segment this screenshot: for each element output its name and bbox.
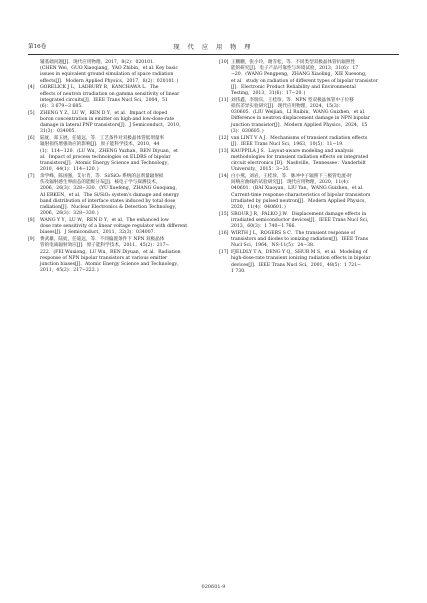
reference-line: 2011，45(2)：217−222．) [40,268,99,274]
reference-entry [28,60,208,85]
reference-text [231,149,399,174]
reference-line: 间响应曲线的试验研究[J]．现代应用物理，2020，11(4)： [231,180,353,186]
reference-line: van LINT V A J．Mechanisms of transient radiation effects [231,135,368,141]
reference-text [40,136,208,173]
reference-line: 1 730． [231,268,249,274]
reference-entry [28,85,208,110]
reference-line: Current-time response characteristics of bipolar transistors [231,192,371,198]
reference-line: 222．(FEI Wuxiong，LU Wu，REN Diyuan，et al．Radiation [40,249,181,255]
reference-line: effects[J]．Modern Applied Physics，2017，8(2)：020101．) [40,78,179,84]
reference-list [28,60,399,276]
reference-text [231,136,399,148]
reference-text [231,98,399,135]
reference-line: 030605．(LIU Weijian，LI Ruibin，WANG Guizhen，et al． [231,110,369,116]
reference-line: WANG Y Y，LU W，REN D Y，et al．The enhanced low [40,218,169,224]
reference-line: 辅基础问题[J]．现代应用物理，2017，8(2)：020101． [40,60,158,65]
reference-text [40,174,208,217]
reference-line: 2013，60(3)：1 740−1 766． [231,224,299,230]
reference-line: junction biases[J]．Atomic Energy Science and Technology， [40,262,182,268]
reference-line: circuit electronics [D]．Nashville，Tennessee：Vanderbilt [231,161,366,167]
volume-label: 第16卷 [28,44,47,50]
reference-line: boron concentration in emitter on high-and low-dose-rate [40,117,175,123]
reference-line: methodologies for transient radiation effects on integrated [231,154,369,160]
reference-entry [219,149,399,174]
reference-number: [16] [219,231,229,237]
reference-number: [5] [28,110,35,116]
reference-line: 能的研究[J]．电子产品可靠性与环境试验，2013，31(6)：17 [231,66,359,72]
reference-line: University，2015：3−35． [231,167,294,173]
reference-line: 王鹏鹏，张小玲，谢雪松，等．不同类型双极晶体管抗辐照性 [231,60,356,65]
reference-line: ZHENG Y Z，LU W，REN D Y，et al．Impact of doped [40,110,168,116]
reference-line: (1)：114−120．(LU Wu，ZHENG Yuzhan，REN Diyuan，et [40,148,178,154]
reference-line: AI ERKEN，et al．The Si/SiO₂ system's damage and energy [40,192,180,198]
reference-line: devices[J]．IEEE Trans Nucl Sci，2001，48(5)：1 721− [231,262,361,268]
reference-number: [15] [219,211,229,217]
reference-line: response of NPN bipolar transistors at various emitter [40,255,168,261]
reference-line: 管的电离辐射效应[J]．原子能科学技术，2011，45(2)：217− [40,243,170,249]
reference-line: band distribution of interface states induced by total dose [40,198,176,204]
reference-number [28,60,40,85]
reference-line: 损伤差异实验研究[J]．现代应用物理，2024，15(3)： [231,104,344,110]
reference-number: [9] [28,237,35,243]
reference-text [40,60,208,85]
reference-line: 费武雄，陆妩，任迪远，等．不同偏置条件下 NPN 双极晶体 [40,237,165,243]
reference-text [231,174,399,211]
reference-line: issues in equivalent ground simulation of space radiation [40,72,174,78]
reference-line: GORELICK J L，LADBURY R，KANCHAWA L．The [40,85,159,91]
reference-text [40,111,208,136]
reference-line: transistors and diodes to ionizing radiation[J]．IEEE Trans [231,237,369,243]
reference-line: 辐射损伤增强效应的影响[J]．原子能科学技术，2010，44 [40,142,160,148]
reference-line: 白小燕，刘岩，王桂珍，等．脉冲中子辐照下三极管电流-时 [231,174,352,180]
reference-line: radiation[J]．Nuclear Electronics & Detection Technology， [40,205,180,211]
running-header [28,40,399,52]
reference-line: high-dose-rate transient ionizing radiation effects in bipolar [231,256,371,262]
reference-text [40,218,208,237]
reference-text [231,250,399,275]
reference-line: Difference in neutron displacement damage in NPN bipolar [231,116,370,122]
journal-title: 现 代 应 用 物 理 [173,43,254,51]
reference-line: Testing，2013，31(6)：17−20．) [231,91,306,97]
reference-text [231,231,399,250]
reference-line: biases[J]．J Semiconduct，2011，32(3)：034007． [40,230,159,236]
reference-line: (3)：030605．) [231,128,264,134]
reference-line: KAUPPILA J S．Layout-aware modeling and analysis [231,148,354,154]
reference-text [40,237,208,274]
reference-line: damage in lateral PNP transistors[J]．J Semiconduct，2010， [40,123,184,129]
reference-number: [8] [28,218,35,224]
reference-entry [219,60,399,97]
reference-column-right [219,60,399,276]
reference-entry [28,174,208,217]
reference-number: [11] [219,97,229,103]
reference-line: integrated circuits[J]．IEEE Trans Nucl Sci，2004，51 [40,97,168,103]
reference-entry [28,136,208,173]
page-number: 020601-9 [201,584,226,590]
reference-number: [6] [28,136,35,142]
reference-entry [219,250,399,275]
reference-entry [219,212,399,231]
reference-line: 伤及辐射感生界面态的能级分布[J]．核电子学与探测技术， [40,180,161,186]
reference-line: al．Impact of process technologies on ELDRS of bipolar [40,154,171,160]
reference-line: irradiated semiconductor devices[J]．IEEE Trans Nucl Sci， [231,218,372,224]
reference-number: [13] [219,148,229,154]
reference-line: Nucl Sci，1964，NS-11(5)：24−38． [231,243,318,249]
reference-line: 31(3)：034005． [40,129,80,135]
reference-line: SROUR J R，PALKO J W．Displacement damage effects in [231,211,367,217]
reference-text [40,85,208,110]
reference-column-left [28,60,208,276]
reference-line: −20．(WANG Pengpeng，ZHANG Xiaoling，XIE Xuesong， [231,72,370,78]
reference-line: 2010，44(1)：114−120．) [40,167,99,173]
reference-line: dose rate sensitivity of a linear voltage regulator with different [40,224,188,230]
reference-line: 040601．(BAI Xiaoyan，LIU Yan，WANG Guizhen，et al． [231,186,367,192]
reference-number: [4] [28,85,35,91]
reference-number: [7] [28,174,35,180]
reference-line: 刘伟鑫，李瑞宾，王桂珍，等．NPN 型双极晶体管中子位移 [231,97,354,103]
reference-number: [14] [219,174,229,180]
reference-line: (CHEN Wei，GUO Xiaoqiang，YAO Zhibin，et al. Key basic [40,66,179,72]
reference-line: transistors[J]．Atomic Energy Science and Technology， [40,161,172,167]
reference-line: FJELDLY T A，DENG Y Q，SHUR M S，et al．Modeling of [231,250,368,256]
reference-line: 陆妩，郑玉展，任迪远，等．工艺条件对双极晶体管低剂量率 [40,136,165,142]
reference-entry [219,98,399,135]
reference-line: junction transistor[J]．Modern Applied Physics，2024，15 [231,122,368,128]
reference-text [231,60,399,97]
reference-line: 2006，26(3)：328−330．(YU Xuefeng，ZHANG Guoqiang， [40,186,180,192]
reference-entry [28,111,208,136]
reference-line: irradiated by pulsed neutron[J]．Modern Applied Physics， [231,198,369,204]
reference-number: [10] [219,60,229,65]
reference-number: [12] [219,135,229,141]
reference-line: et al．study on radiation of different types of bipolar transistor [231,78,378,84]
reference-line: [J]．IEEE Trans Nucl Sci，1963，10(5)：11−19． [231,141,347,147]
header-rule [28,54,399,55]
reference-number: [17] [219,250,229,256]
reference-entry [219,174,399,211]
reference-entry [219,231,399,250]
reference-entry [219,136,399,148]
reference-line: effects of neutron irradiation on gamma sensitivity of linear [40,91,180,97]
reference-line: 2020，11(4)：040601．) [231,205,286,211]
reference-line: (6)：3 679−3 685． [40,104,86,110]
reference-line: WIRTH J L，ROGERS S C．The transient response of [231,231,356,237]
reference-line: 2006，26(3)：328−330．) [40,211,99,217]
reference-line: [J]．Electronic Product Reliability and Environmental [231,84,356,90]
reference-entry [28,237,208,274]
reference-entry [28,218,208,237]
reference-line: 余学峰，陈国强，艾尔肯，等．Si/SiO₂ 系统的总剂量辐射损 [40,174,164,180]
reference-text [231,212,399,231]
